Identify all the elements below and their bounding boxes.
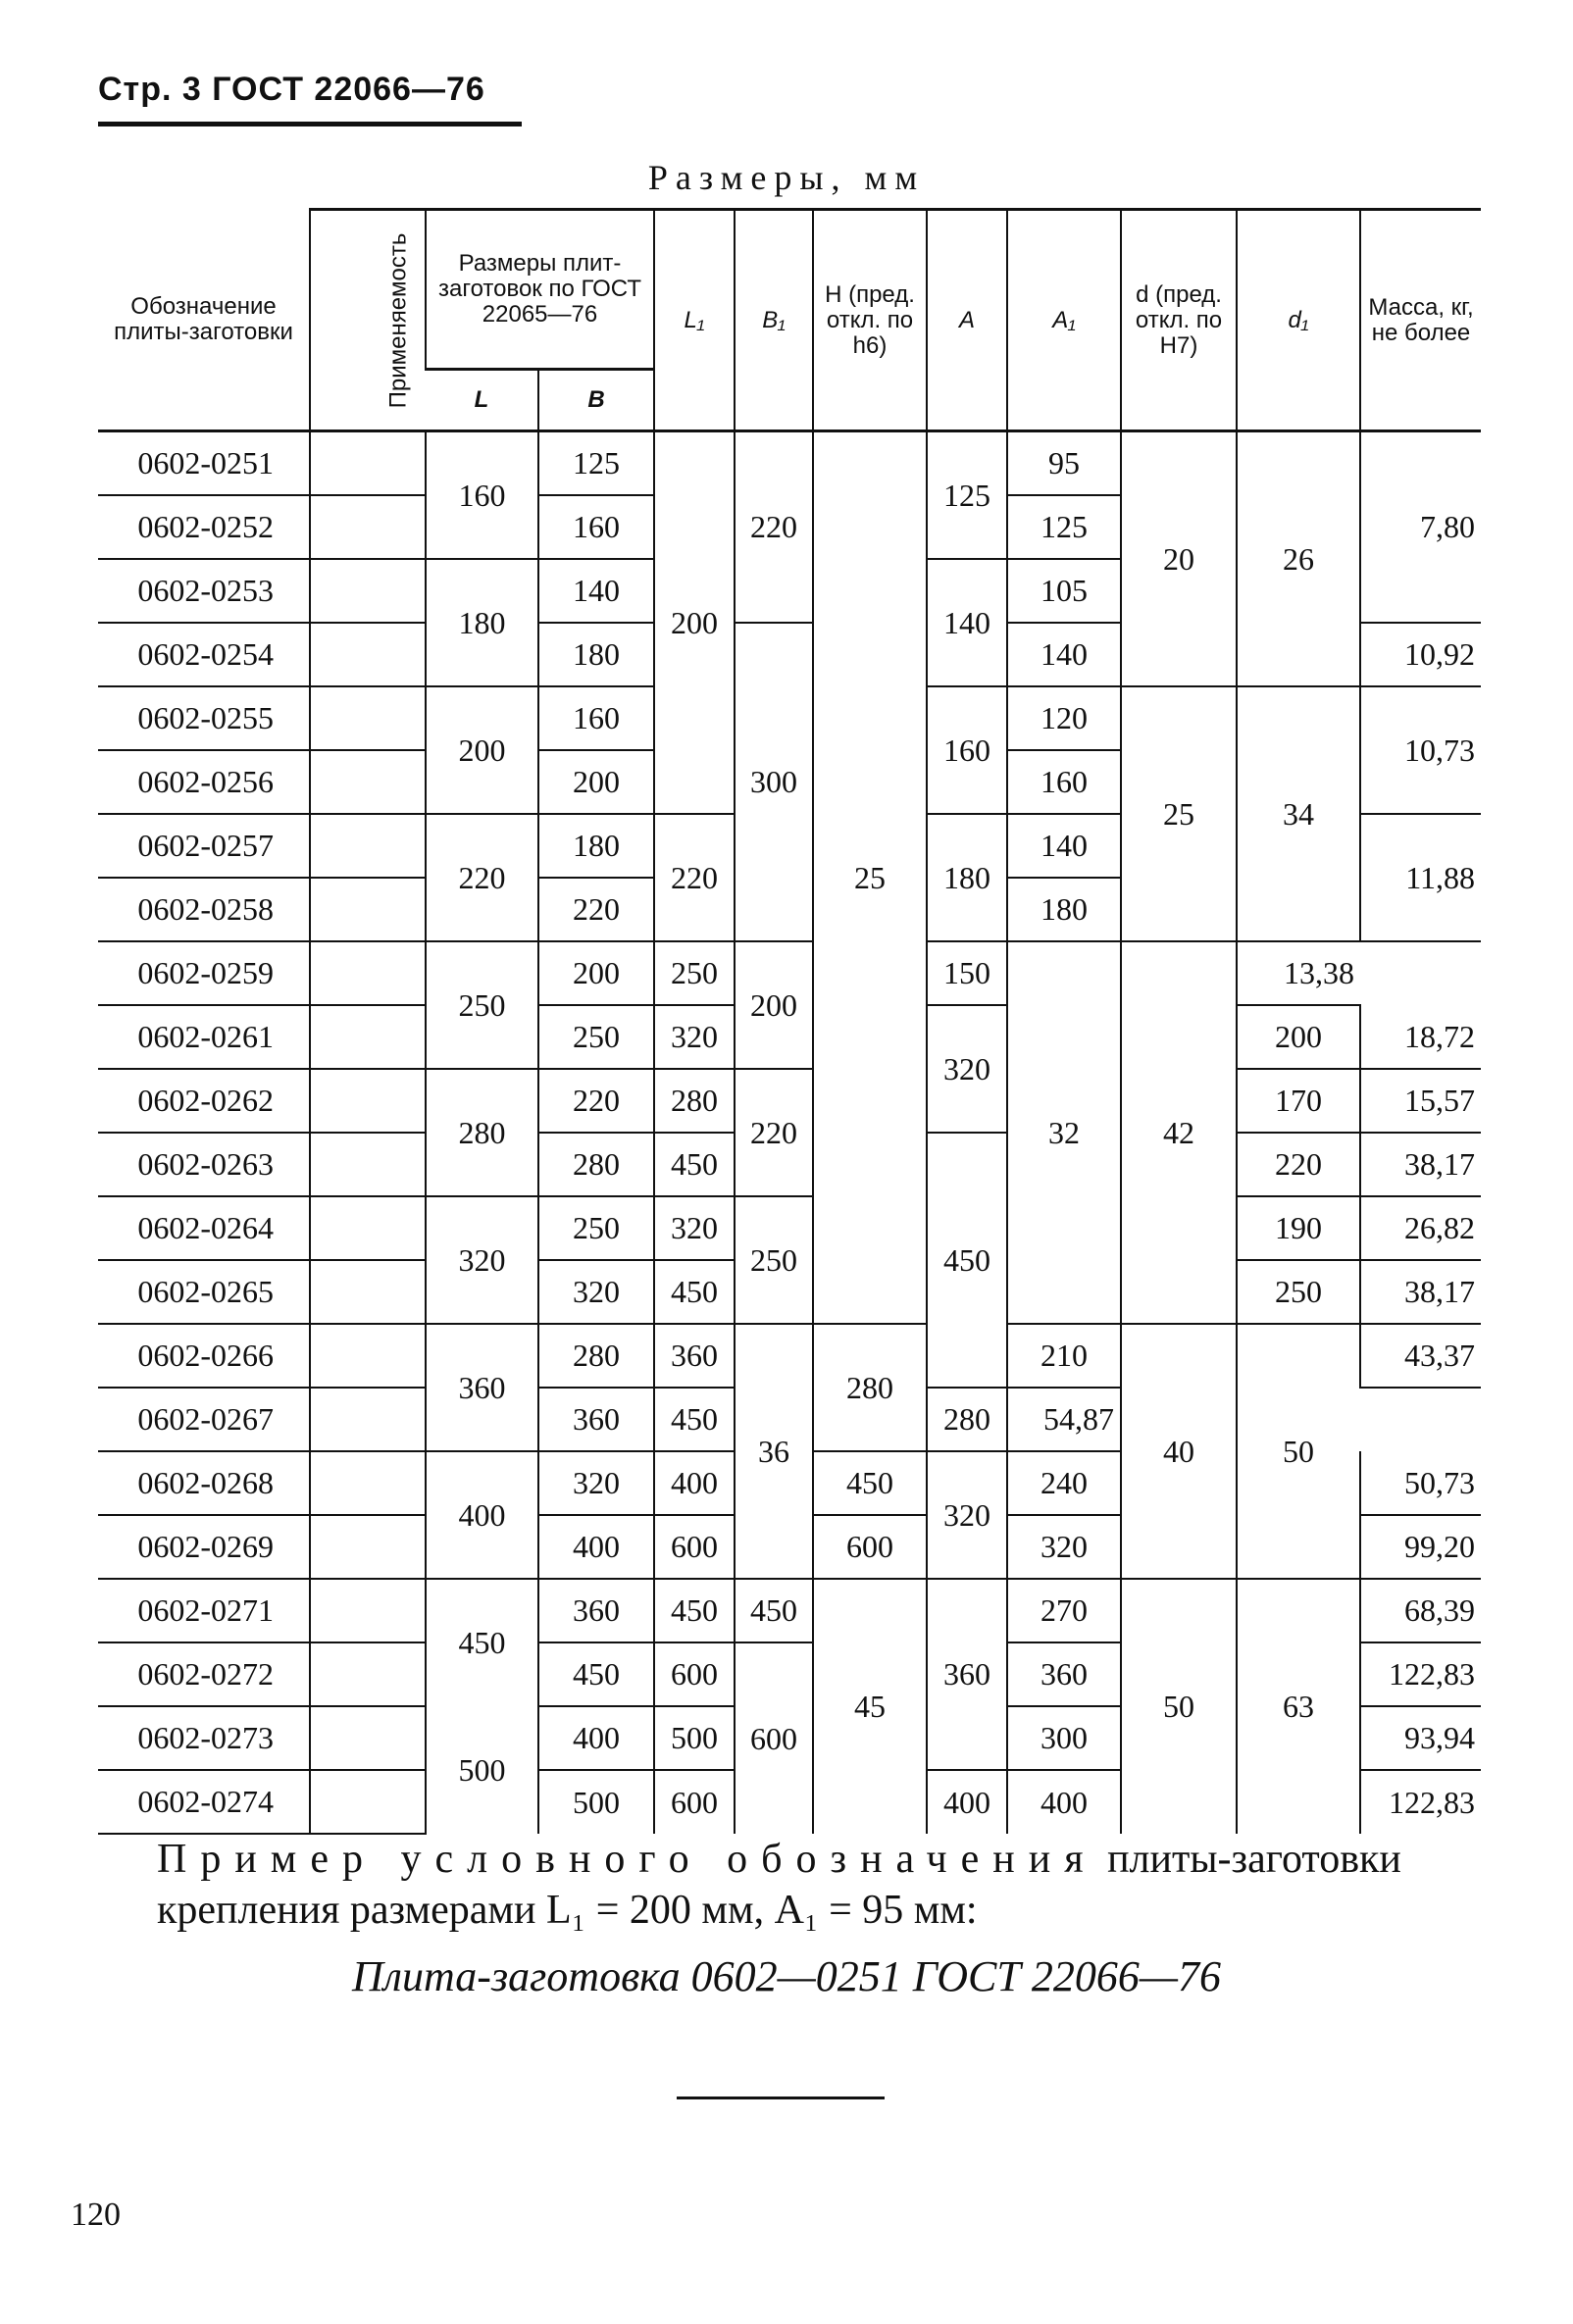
A1-cell: 160 — [1007, 750, 1121, 814]
row-code: 0602-0259 — [98, 941, 310, 1005]
A1-cell: 120 — [1007, 686, 1121, 750]
B-cell: 200 — [538, 750, 654, 814]
col-designation: Обозначение плиты-заготовки — [98, 210, 310, 431]
A1-cell: 105 — [1007, 559, 1121, 623]
B-cell: 220 — [538, 1069, 654, 1133]
B-cell: 200 — [538, 941, 654, 1005]
A1-cell: 125 — [1007, 495, 1121, 559]
applicability-cell — [310, 1579, 426, 1642]
A1-cell: 320 — [1007, 1515, 1121, 1579]
mass-cell: 38,17 — [1360, 1133, 1481, 1196]
col-B: B — [538, 370, 654, 431]
B1-cell: 320 — [927, 1005, 1007, 1133]
B1-cell: 600 — [813, 1515, 927, 1579]
mass-cell: 122,83 — [1360, 1770, 1481, 1834]
row-code: 0602-0264 — [98, 1196, 310, 1260]
example-text-2: крепления размерами L₁ = 200 мм, A₁ = 95 мм: — [157, 1888, 978, 1933]
B-cell: 320 — [538, 1260, 654, 1324]
applicability-cell — [310, 495, 426, 559]
applicability-cell — [310, 814, 426, 878]
row-code: 0602-0255 — [98, 686, 310, 750]
L1-cell: 220 — [654, 814, 735, 941]
L-cell: 220 — [426, 814, 538, 941]
row-code: 0602-0274 — [98, 1770, 310, 1834]
A1-cell: 210 — [1007, 1324, 1121, 1388]
A-cell: 250 — [735, 1196, 813, 1324]
mass-cell: 68,39 — [1360, 1579, 1481, 1642]
L1-cell: 600 — [654, 1515, 735, 1579]
applicability-cell — [310, 1515, 426, 1579]
footer-rule — [677, 2097, 885, 2099]
L1-cell: 250 — [654, 941, 735, 1005]
B-cell: 450 — [538, 1642, 654, 1706]
row-code: 0602-0261 — [98, 1005, 310, 1069]
B-cell: 400 — [538, 1515, 654, 1579]
mass-cell: 99,20 — [1360, 1515, 1481, 1579]
d-cell: 25 — [1121, 686, 1237, 941]
A1-cell: 200 — [1237, 1005, 1360, 1069]
d1-cell: 26 — [1237, 431, 1360, 687]
L1-cell: 200 — [654, 431, 735, 815]
L1-cell: 450 — [654, 1579, 735, 1642]
d-cell: 32 — [1007, 941, 1121, 1324]
L1-cell: 500 — [654, 1706, 735, 1770]
B1-cell: 220 — [735, 431, 813, 624]
col-d1: d₁ — [1237, 210, 1360, 431]
applicability-cell — [310, 1770, 426, 1834]
col-H: H (пред. откл. по h6) — [813, 210, 927, 431]
row-code: 0602-0254 — [98, 623, 310, 686]
B-cell: 250 — [538, 1196, 654, 1260]
B-cell: 280 — [538, 1324, 654, 1388]
applicability-cell — [310, 1388, 426, 1451]
mass-cell: 15,57 — [1360, 1069, 1481, 1133]
mass-cell: 38,17 — [1360, 1260, 1481, 1324]
row-code: 0602-0262 — [98, 1069, 310, 1133]
applicability-cell — [310, 1451, 426, 1515]
L1-cell: 600 — [654, 1642, 735, 1706]
L1-cell: 600 — [654, 1770, 735, 1834]
L-cell: 160 — [426, 431, 538, 560]
A-cell: 200 — [735, 941, 813, 1069]
applicability-cell — [310, 1005, 426, 1069]
A1-cell: 220 — [1237, 1133, 1360, 1196]
B1-cell: 450 — [813, 1451, 927, 1515]
mass-cell: 7,80 — [1360, 431, 1481, 624]
mass-cell: 10,92 — [1360, 623, 1481, 686]
row-code: 0602-0268 — [98, 1451, 310, 1515]
col-A1: A₁ — [1007, 210, 1121, 431]
page-number: 120 — [71, 2197, 121, 2233]
L1-cell: 450 — [654, 1133, 735, 1196]
A1-cell: 240 — [1007, 1451, 1121, 1515]
row-code: 0602-0273 — [98, 1706, 310, 1770]
applicability-cell — [310, 1069, 426, 1133]
mass-cell: 43,37 — [1360, 1324, 1481, 1388]
row-code: 0602-0256 — [98, 750, 310, 814]
row-code: 0602-0272 — [98, 1642, 310, 1706]
applicability-cell — [310, 1133, 426, 1196]
B-cell: 125 — [538, 431, 654, 496]
applicability-cell — [310, 1196, 426, 1260]
B-cell: 280 — [538, 1133, 654, 1196]
d1-cell: 50 — [1237, 1324, 1360, 1579]
mass-cell: 26,82 — [1360, 1196, 1481, 1260]
L-cell: 450 — [426, 1579, 538, 1706]
B-cell: 360 — [538, 1579, 654, 1642]
B-cell: 180 — [538, 623, 654, 686]
applicability-cell — [310, 1706, 426, 1770]
A1-cell: 140 — [1007, 814, 1121, 878]
B-cell: 180 — [538, 814, 654, 878]
A1-cell: 400 — [1007, 1770, 1121, 1834]
mass-cell: 10,73 — [1360, 686, 1481, 814]
mass-cell: 11,88 — [1360, 814, 1481, 941]
d-cell: 50 — [1121, 1579, 1237, 1834]
row-code: 0602-0267 — [98, 1388, 310, 1451]
col-mass: Масса, кг, не более — [1360, 210, 1481, 431]
B-cell: 320 — [538, 1451, 654, 1515]
row-code: 0602-0265 — [98, 1260, 310, 1324]
A-cell: 320 — [927, 1451, 1007, 1579]
H-cell: 45 — [813, 1579, 927, 1834]
B-cell: 220 — [538, 878, 654, 941]
L-cell: 280 — [426, 1069, 538, 1196]
row-code: 0602-0269 — [98, 1515, 310, 1579]
L-cell: 180 — [426, 559, 538, 686]
L-cell: 360 — [426, 1324, 538, 1451]
d-cell: 40 — [1121, 1324, 1237, 1579]
header-rule — [98, 122, 522, 126]
A-cell: 400 — [927, 1770, 1007, 1834]
applicability-cell — [310, 878, 426, 941]
L1-cell: 450 — [654, 1388, 735, 1451]
L1-cell: 400 — [654, 1451, 735, 1515]
mass-cell: 13,38 — [1237, 941, 1360, 1005]
row-code: 0602-0257 — [98, 814, 310, 878]
mass-cell: 50,73 — [1360, 1451, 1481, 1515]
col-B1: B₁ — [735, 210, 813, 431]
col-A: A — [927, 210, 1007, 431]
A1-cell: 270 — [1007, 1579, 1121, 1642]
mass-cell: 18,72 — [1360, 1005, 1481, 1069]
H-cell: 36 — [735, 1324, 813, 1579]
L-cell: 400 — [426, 1451, 538, 1579]
col-d: d (пред. откл. по H7) — [1121, 210, 1237, 431]
d1-cell: 34 — [1237, 686, 1360, 941]
B1-cell: 450 — [927, 1133, 1007, 1388]
col-L: L — [426, 370, 538, 431]
d1-cell: 63 — [1237, 1579, 1360, 1834]
B-cell: 400 — [538, 1706, 654, 1770]
applicability-cell — [310, 1642, 426, 1706]
mass-cell: 93,94 — [1360, 1706, 1481, 1770]
d-cell: 20 — [1121, 431, 1237, 687]
L-cell: 250 — [426, 941, 538, 1069]
A1-cell: 170 — [1237, 1069, 1360, 1133]
example-intro: Пример условного обозначения — [157, 1837, 1097, 1882]
d1-cell: 42 — [1121, 941, 1237, 1324]
applicability-cell — [310, 750, 426, 814]
B-cell: 160 — [538, 495, 654, 559]
H-cell: 25 — [813, 431, 927, 1325]
B1-cell: 300 — [735, 623, 813, 941]
A1-cell: 280 — [927, 1388, 1007, 1451]
applicability-cell — [310, 1324, 426, 1388]
L1-cell: 320 — [654, 1196, 735, 1260]
A-cell: 140 — [927, 559, 1007, 686]
example-text-1: плиты-заготовки — [1107, 1837, 1401, 1882]
L-cell: 500 — [426, 1706, 538, 1834]
A1-cell: 140 — [1007, 623, 1121, 686]
col-blank-sizes: Размеры плит-заготовок по ГОСТ 22065—76 — [426, 210, 654, 370]
A-cell: 125 — [927, 431, 1007, 560]
A1-cell: 300 — [1007, 1706, 1121, 1770]
page-header: Стр. 3 ГОСТ 22066—76 — [98, 71, 485, 108]
A-cell: 160 — [927, 686, 1007, 814]
B-cell: 250 — [538, 1005, 654, 1069]
B1-cell: 450 — [735, 1579, 813, 1642]
L-cell: 320 — [426, 1196, 538, 1324]
A-cell: 360 — [927, 1579, 1007, 1770]
row-code: 0602-0263 — [98, 1133, 310, 1196]
A1-cell: 250 — [1237, 1260, 1360, 1324]
L1-cell: 360 — [654, 1324, 735, 1388]
row-code: 0602-0253 — [98, 559, 310, 623]
col-L1: L₁ — [654, 210, 735, 431]
L1-cell: 280 — [654, 1069, 735, 1133]
L1-cell: 320 — [654, 1005, 735, 1069]
L1-cell: 450 — [654, 1260, 735, 1324]
row-code: 0602-0252 — [98, 495, 310, 559]
B-cell: 360 — [538, 1388, 654, 1451]
A-cell: 220 — [735, 1069, 813, 1196]
A1-cell: 190 — [1237, 1196, 1360, 1260]
A1-cell: 95 — [1007, 431, 1121, 496]
units-caption: Размеры, мм — [647, 158, 926, 197]
B-cell: 160 — [538, 686, 654, 750]
row-code: 0602-0251 — [98, 431, 310, 496]
L-cell: 200 — [426, 686, 538, 814]
A1-cell: 360 — [1007, 1642, 1121, 1706]
applicability-cell — [310, 941, 426, 1005]
row-code: 0602-0271 — [98, 1579, 310, 1642]
B-cell: 140 — [538, 559, 654, 623]
applicability-cell — [310, 623, 426, 686]
mass-cell: 122,83 — [1360, 1642, 1481, 1706]
col-applicability: Применяемость — [310, 210, 426, 431]
applicability-cell — [310, 686, 426, 750]
A-cell: 280 — [813, 1324, 927, 1451]
example-paragraph — [157, 1834, 1471, 1936]
A1-cell: 150 — [927, 941, 1007, 1005]
B-cell: 500 — [538, 1770, 654, 1834]
applicability-cell — [310, 431, 426, 496]
B1-cell: 600 — [735, 1642, 813, 1834]
applicability-cell — [310, 1260, 426, 1324]
A-cell: 180 — [927, 814, 1007, 941]
row-code: 0602-0266 — [98, 1324, 310, 1388]
A1-cell: 180 — [1007, 878, 1121, 941]
example-designation: Плита-заготовка 0602—0251 ГОСТ 22066—76 — [352, 1952, 1221, 2000]
row-code: 0602-0258 — [98, 878, 310, 941]
applicability-cell — [310, 559, 426, 623]
mass-cell: 54,87 — [1007, 1388, 1121, 1451]
dimensions-table — [98, 208, 1481, 1835]
